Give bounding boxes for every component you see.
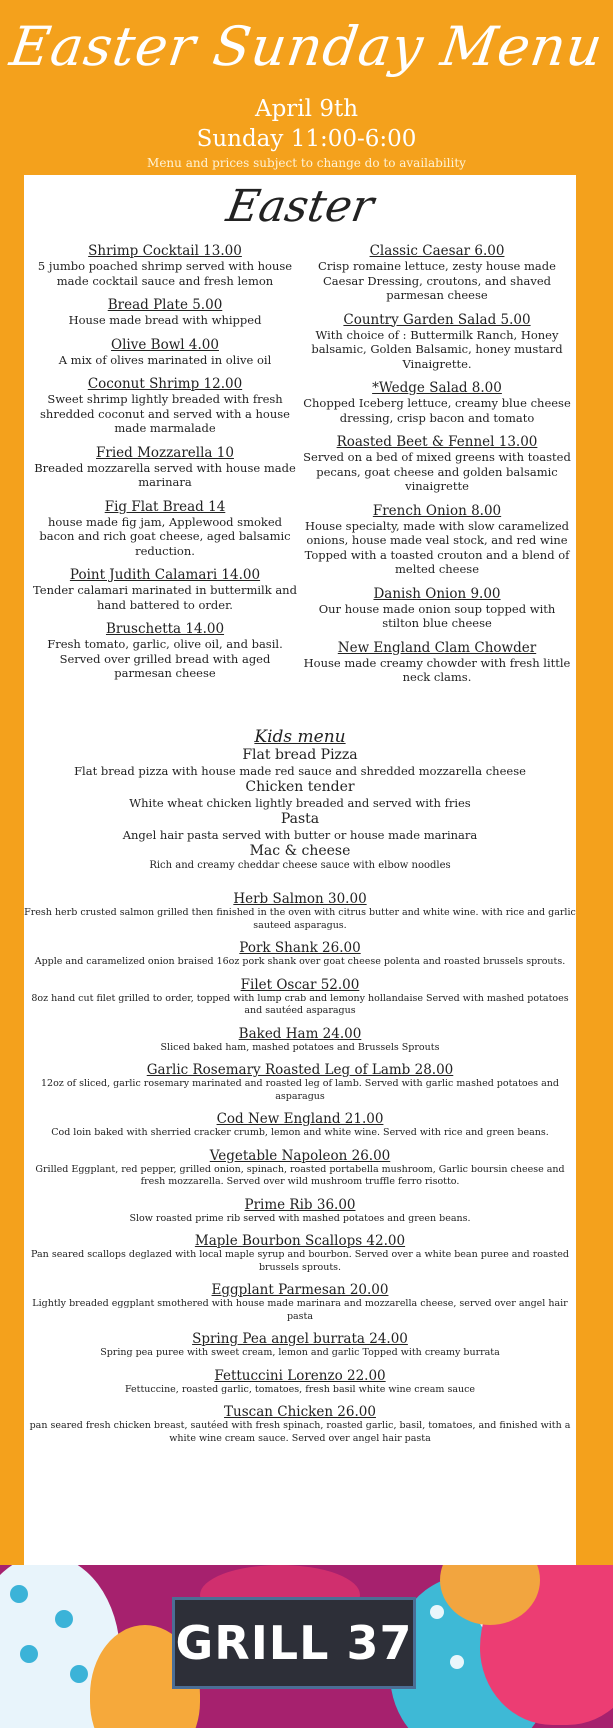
flower-icon bbox=[480, 1565, 613, 1725]
kid-item-title: Pasta bbox=[280, 811, 320, 827]
item-desc: 5 jumbo poached shrimp served with house made cocktail sauce and fresh lemon bbox=[37, 259, 293, 288]
main-item bbox=[24, 891, 576, 932]
main-item bbox=[24, 1062, 576, 1103]
easter-eggs-decoration bbox=[0, 1565, 613, 1728]
main-desc: Cod loin baked with sherried cracker crumb, lemon and white wine. Served with rice and green beans. bbox=[51, 1127, 549, 1138]
kid-item-title: Mac & cheese bbox=[249, 843, 351, 859]
main-title: Garlic Rosemary Roasted Leg of Lamb 28.00 bbox=[146, 1062, 454, 1078]
main-desc: Sliced baked ham, mashed potatoes and Brussels Sprouts bbox=[160, 1041, 440, 1053]
main-title: Prime Rib 36.00 bbox=[244, 1196, 356, 1213]
kid-item-title: Flat bread Pizza bbox=[242, 747, 358, 763]
menu-item bbox=[30, 297, 300, 328]
logo-text: GRILL 37 bbox=[175, 1616, 413, 1670]
item-desc: Tender calamari marinated in buttermilk and hand battered to order. bbox=[33, 583, 297, 612]
main-title: Baked Ham 24.00 bbox=[238, 1025, 362, 1042]
menu-header bbox=[0, 0, 613, 175]
item-title: Classic Caesar 6.00 bbox=[369, 243, 505, 259]
item-title: *Wedge Salad 8.00 bbox=[372, 380, 502, 396]
item-title: Country Garden Salad 5.00 bbox=[343, 311, 531, 328]
main-item bbox=[24, 1282, 576, 1323]
main-title: Spring Pea angel burrata 24.00 bbox=[192, 1331, 408, 1347]
menu-item bbox=[30, 621, 300, 681]
item-desc: House made bread with whipped bbox=[68, 313, 262, 327]
item-desc: Served on a bed of mixed greens with toasted pecans, goat cheese and golden balsamic vinaigrette bbox=[303, 450, 571, 493]
menu-item bbox=[30, 445, 300, 490]
main-title: Cod New England 21.00 bbox=[216, 1111, 384, 1127]
kids-heading: Kids menu bbox=[254, 727, 346, 747]
item-title: Shrimp Cocktail 13.00 bbox=[88, 243, 242, 259]
item-desc: A mix of olives marinated in olive oil bbox=[58, 352, 272, 367]
menu-item bbox=[302, 503, 572, 577]
item-desc: Chopped Iceberg lettuce, creamy blue cheese dressing, crisp bacon and tomato bbox=[303, 396, 571, 425]
main-desc: Pan seared scallops deglazed with local maple syrup and bourbon. Served over a white bean puree and roasted brussels sprouts. bbox=[31, 1249, 569, 1273]
item-title: Olive Bowl 4.00 bbox=[111, 336, 219, 353]
menu-date: April 9th bbox=[254, 96, 359, 122]
kid-item-desc: Flat bread pizza with house made red sauce and shredded mozzarella cheese bbox=[74, 764, 526, 778]
item-title: Point Judith Calamari 14.00 bbox=[69, 567, 261, 583]
menu-item bbox=[302, 312, 572, 372]
main-item bbox=[24, 1233, 576, 1274]
main-courses bbox=[24, 891, 576, 1453]
item-title: Danish Onion 9.00 bbox=[373, 585, 501, 602]
main-desc: Fettuccine, roasted garlic, tomatoes, fresh basil white wine cream sauce bbox=[124, 1383, 476, 1395]
main-title: Tuscan Chicken 26.00 bbox=[224, 1404, 376, 1420]
menu-hours: Sunday 11:00-6:00 bbox=[196, 126, 417, 152]
main-desc: Apple and caramelized onion braised 16oz pork shank over goat cheese polenta and roasted brussels sprouts. bbox=[34, 956, 566, 967]
kid-item-title: Chicken tender bbox=[245, 779, 355, 795]
menu-item bbox=[30, 243, 300, 288]
item-desc: Breaded mozzarella served with house made marinara bbox=[34, 460, 296, 489]
menu-item bbox=[30, 376, 300, 436]
item-desc: Sweet shrimp lightly breaded with fresh shredded coconut and served with a house made marmalade bbox=[40, 392, 290, 435]
item-desc: With choice of : Buttermilk Ranch, Honey balsamic, Golden Balsamic, honey mustard Vinaigrette. bbox=[311, 327, 563, 371]
main-item bbox=[24, 1148, 576, 1189]
item-title: Fig Flat Bread 14 bbox=[104, 498, 226, 515]
grill-37-logo bbox=[172, 1597, 416, 1689]
main-title: Maple Bourbon Scallops 42.00 bbox=[194, 1233, 406, 1249]
right-column bbox=[302, 243, 572, 694]
menu-item bbox=[302, 380, 572, 425]
main-item bbox=[24, 1197, 576, 1226]
main-desc: Spring pea puree with sweet cream, lemon and garlic Topped with creamy burrata bbox=[100, 1347, 500, 1358]
main-title: Eggplant Parmesan 20.00 bbox=[211, 1282, 389, 1298]
main-title: Filet Oscar 52.00 bbox=[240, 976, 360, 993]
main-item bbox=[24, 1404, 576, 1445]
item-title: Coconut Shrimp 12.00 bbox=[87, 376, 243, 392]
item-title: Fried Mozzarella 10 bbox=[96, 444, 234, 461]
item-desc: Fresh tomato, garlic, olive oil, and basil. Served over grilled bread with aged parmesan cheese bbox=[47, 637, 283, 680]
item-desc: Our house made onion soup topped with stilton blue cheese bbox=[318, 601, 556, 630]
main-desc: Fresh herb crusted salmon grilled then finished in the oven with citrus butter and white wine. with rice and garlic sauteed asparagus. bbox=[24, 907, 576, 931]
item-desc: House specialty, made with slow caramelized onions, house made veal stock, and red wine Topped with a toasted crouton and a blend of melted cheese bbox=[304, 518, 570, 576]
main-item bbox=[24, 1368, 576, 1397]
menu-item bbox=[30, 337, 300, 368]
main-item bbox=[24, 940, 576, 969]
menu-item bbox=[302, 243, 572, 303]
main-desc: 12oz of sliced, garlic rosemary marinated and roasted leg of lamb. Served with garlic mashed potatoes and asparagus bbox=[41, 1078, 559, 1102]
item-desc: House made creamy chowder with fresh little neck clams. bbox=[303, 655, 571, 684]
main-item bbox=[24, 1331, 576, 1360]
item-title: French Onion 8.00 bbox=[372, 502, 502, 519]
left-column bbox=[30, 243, 300, 690]
menu-item bbox=[30, 567, 300, 612]
menu-note: Menu and prices subject to change do to availability bbox=[147, 156, 466, 170]
item-desc: house made fig jam, Applewood smoked bacon and rich goat cheese, aged balsamic reduction. bbox=[39, 514, 291, 558]
main-desc: 8oz hand cut filet grilled to order, topped with lump crab and lemony hollandaise Served with mashed potatoes and sautéed asparagus bbox=[31, 992, 569, 1016]
menu-panel bbox=[24, 175, 576, 1565]
kid-item-desc: Angel hair pasta served with butter or house made marinara bbox=[122, 828, 478, 842]
menu-item bbox=[30, 499, 300, 559]
main-desc: Grilled Eggplant, red pepper, grilled onion, spinach, roasted portabella mushroom, Garlic boursin cheese and fresh mozzarella. Served over wild mushroom truffle ferro risotto. bbox=[35, 1163, 565, 1187]
kids-menu bbox=[24, 727, 576, 873]
main-item bbox=[24, 977, 576, 1018]
menu-item bbox=[302, 586, 572, 631]
kid-item-desc: White wheat chicken lightly breaded and served with fries bbox=[129, 796, 471, 810]
item-title: Roasted Beet & Fennel 13.00 bbox=[336, 434, 538, 450]
main-desc: Slow roasted prime rib served with mashed potatoes and green beans. bbox=[129, 1212, 471, 1224]
main-desc: Lightly breaded eggplant smothered with house made marinara and mozzarella cheese, served over angel hair pasta bbox=[32, 1298, 568, 1322]
main-title: Herb Salmon 30.00 bbox=[233, 891, 367, 907]
item-title: Bread Plate 5.00 bbox=[107, 297, 223, 313]
main-title: Pork Shank 26.00 bbox=[239, 940, 361, 956]
menu-title: Easter Sunday Menu bbox=[6, 15, 607, 78]
main-item bbox=[24, 1111, 576, 1140]
menu-item bbox=[302, 640, 572, 685]
item-desc: Crisp romaine lettuce, zesty house made Caesar Dressing, croutons, and shaved parmesan cheese bbox=[318, 259, 556, 302]
panel-heading: Easter bbox=[222, 181, 378, 232]
main-title: Vegetable Napoleon 26.00 bbox=[209, 1147, 391, 1164]
item-title: Bruschetta 14.00 bbox=[105, 621, 225, 637]
menu-item bbox=[302, 434, 572, 494]
main-desc: pan seared fresh chicken breast, sautéed with fresh spinach, roasted garlic, basil, tomatoes, and finished with a white wine cream sauce. Served over angel hair pasta bbox=[29, 1420, 571, 1444]
main-item bbox=[24, 1026, 576, 1055]
kid-item-desc: Rich and creamy cheddar cheese sauce with elbow noodles bbox=[149, 860, 451, 871]
main-title: Fettuccini Lorenzo 22.00 bbox=[214, 1367, 386, 1384]
item-title: New England Clam Chowder bbox=[337, 639, 537, 656]
